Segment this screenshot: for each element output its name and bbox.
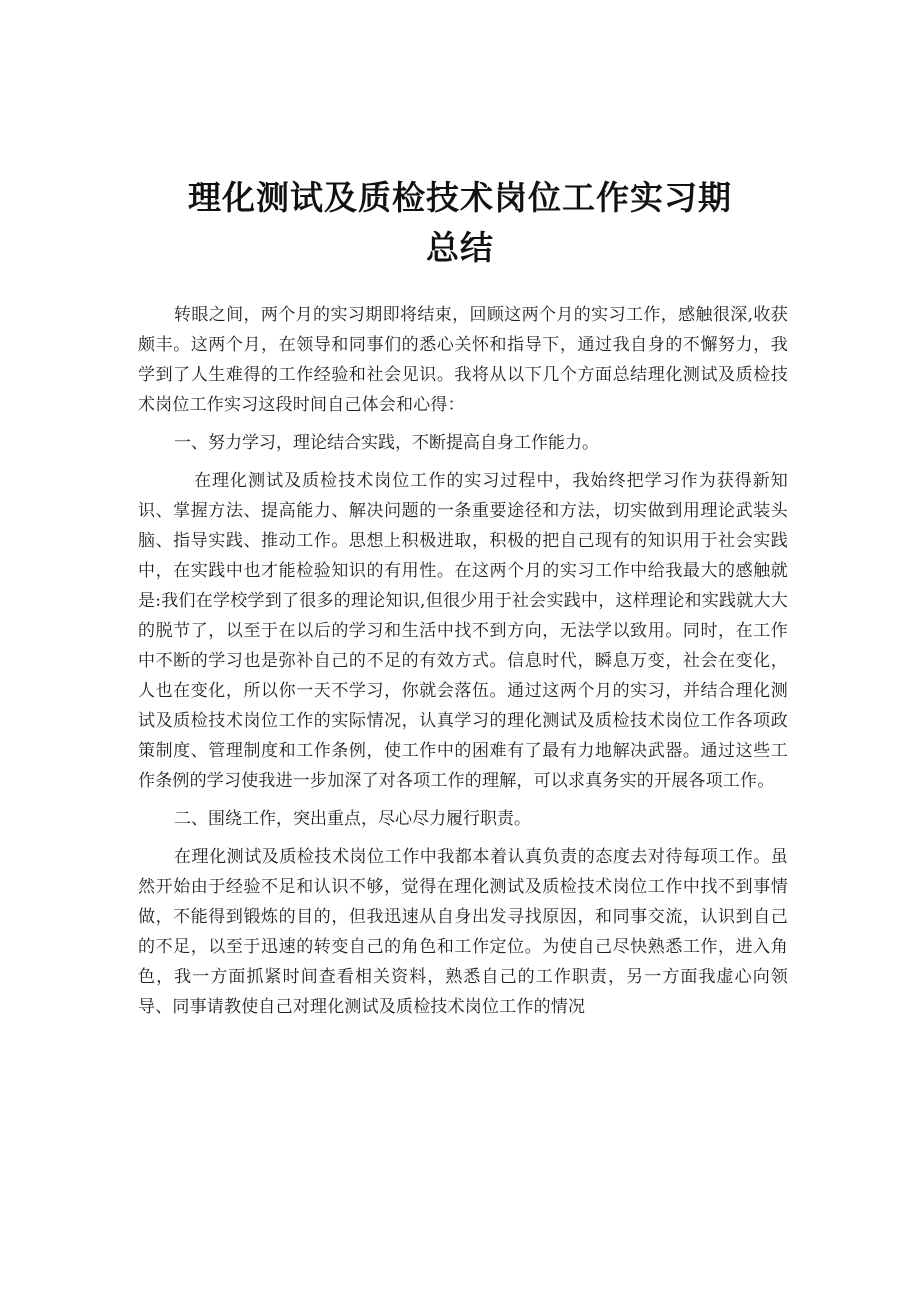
section-2-paragraph: 在理化测试及质检技术岗位工作中我都本着认真负责的态度去对待每项工作。虽然开始由于经验不足和认识不够，觉得在理化测试及质检技术岗位工作中找不到事情做，不能得到锻炼的目的，但我迅速从自身出发寻找原因，和同事交流，认识到自己的不足，以至于迅速的转变自己的角色和工作定位。为使自己尽快熟悉工作，进入角色，我一方面抓紧时间查看相关资料，熟悉自己的工作职责，另一方面我虚心向领导、同事请教使自己对理化测试及质检技术岗位工作的情况 [138,847,788,1017]
section-heading-2: 二、围绕工作，突出重点，尽心尽力履行职责。 [174,809,531,829]
section-1-paragraph: 在理化测试及质检技术岗位工作的实习过程中，我始终把学习作为获得新知识、掌握方法、提高能力、解决问题的一条重要途径和方法，切实做到用理论武装头脑、指导实践、推动工作。思想上积极进取，积极的把自己现有的知识用于社会实践中，在实践中也才能检验知识的有用性。在这两个月的实习工作中给我最大的感触就是:我们在学校学到了很多的理论知识,但很少用于社会实践中，这样理论和实践就大大的脱节了，以至于在以后的学习和生活中找不到方向，无法学以致用。同时，在工作中不断的学习也是弥补自己的不足的有效方式。信息时代，瞬息万变，社会在变化，人也在变化，所以你一天不学习，你就会落伍。通过这两个月的实习，并结合理化测试及质检技术岗位工作的实际情况，认真学习的理化测试及质检技术岗位工作各项政策制度、管理制度和工作条例，使工作中的困难有了最有力地解决武器。通过这些工作条例的学习使我进一步加深了对各项工作的理解，可以求真务实的开展各项工作。 [138,471,788,791]
document-title-line1: 理化测试及质检技术岗位工作实习期 [188,178,732,217]
intro-paragraph: 转眼之间，两个月的实习期即将结束，回顾这两个月的实习工作，感触很深,收获颇丰。这两个月，在领导和同事们的悉心关怀和指导下，通过我自身的不懈努力，我学到了人生难得的工作经验和社会见识。我将从以下几个方面总结理化测试及质检技术岗位工作实习这段时间自己体会和心得： [138,305,788,415]
document-body [138,300,788,1022]
section-heading-1: 一、努力学习，理论结合实践，不断提高自身工作能力。 [174,433,599,453]
document-title-line2: 总结 [426,228,494,267]
